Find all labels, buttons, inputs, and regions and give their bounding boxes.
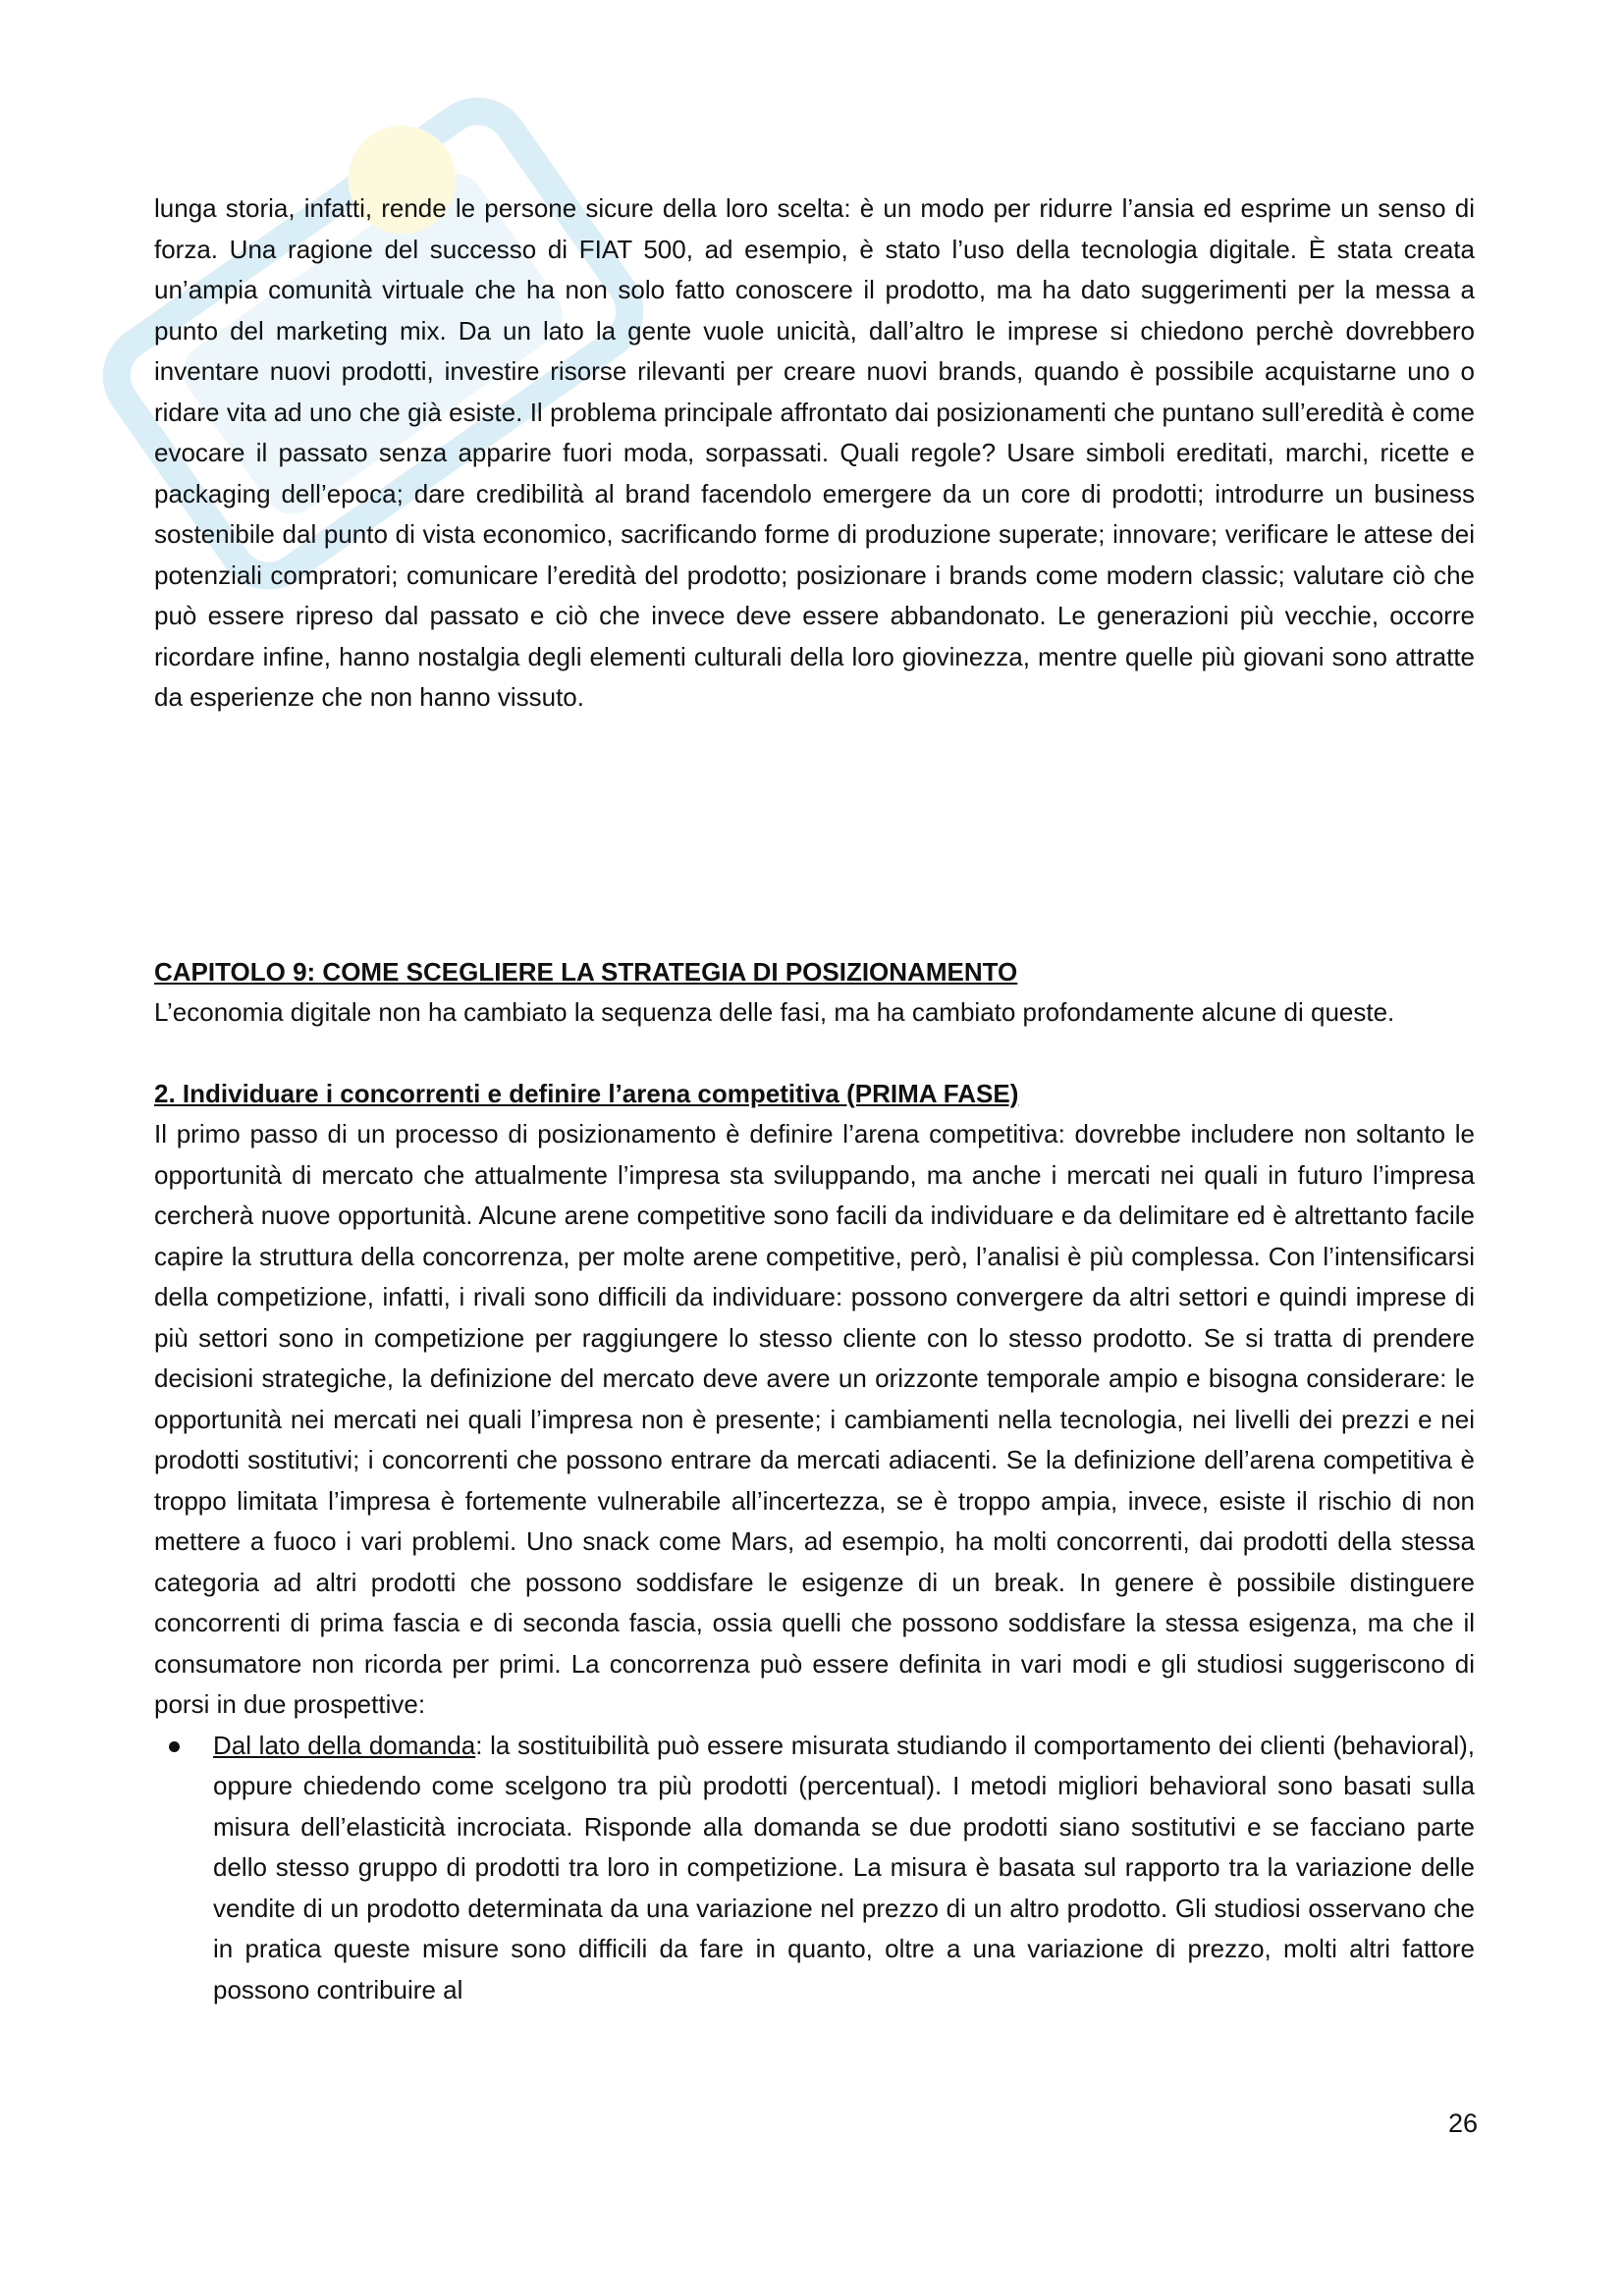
section-paragraph: Il primo passo di un processo di posizionamento è definire l’arena competitiva: dovrebbe includere non soltanto le opportunità di mercato che attualmente l’impresa sta sviluppando, ma anche i mercati nei quali in futuro l’impresa cercherà nuove opportunità. Alcune arene competitive sono facili da individuare e da delimitare ed è altrettanto facile capire la struttura della concorrenza, per molte arene competitive, però, l’analisi è più complessa. Con l’intensificarsi della competizione, infatti, i rivali sono difficili da individuare: possono convergere da altri settori e quindi imprese di più settori sono in competizione per raggiungere lo stesso cliente con lo stesso prodotto. Se si tratta di prendere decisioni strategiche, la definizione del mercato deve avere un orizzonte temporale ampio e bisogna considerare: le opportunità nei mercati nei quali l’impresa non è presente; i cambiamenti nella tecnologia, nei livelli dei prezzi e nei prodotti sostitutivi; i concorrenti che possono entrare da mercati adiacenti. Se la definizione dell’arena competitiva è troppo limitata l’impresa è fortemente vulnerabile all’incertezza, se è troppo ampia, invece, esiste il rischio di non mettere a fuoco i vari problemi. Uno snack come Mars, ad esempio, ha molti concorrenti, dai prodotti della stessa categoria ad altri prodotti che possono soddisfare le esigenze di un break. In genere è possibile distinguere concorrenti di prima fascia e di seconda fascia, ossia quelli che possono soddisfare la stessa esigenza, ma che il consumatore non ricorda per primi. La concorrenza può essere definita in vari modi e gli studiosi suggeriscono di porsi in due prospettive: — [154, 1119, 1475, 1719]
page-content — [154, 188, 1475, 2010]
intro-paragraph: lunga storia, infatti, rende le persone sicure della loro scelta: è un modo per ridurre l’ansia ed esprime un senso di forza. Una ragione del successo di FIAT 500, ad esempio, è stato l’uso della tecnologia digitale. È stata creata un’ampia comunità virtuale che ha non solo fatto conoscere il prodotto, ma ha dato suggerimenti per la messa a punto del marketing mix. Da un lato la gente vuole unicità, dall’altro le imprese si chiedono perchè dovrebbero inventare nuovi prodotti, investire risorse rilevanti per creare nuovi brands, quando è possibile acquistarne uno o ridare vita ad uno che già esiste. Il problema principale affrontato dai posizionamenti che puntano sull’eredità è come evocare il passato senza apparire fuori moda, sorpassati. Quali regole? Usare simboli ereditati, marchi, ricette e packaging dell’epoca; dare credibilità al brand facendolo emergere da un core di prodotti; introdurre un business sostenibile dal punto di vista economico, sacrificando forme di produzione superate; innovare; verificare le attese dei potenziali compratori; comunicare l’eredità del prodotto; posizionare i brands come modern classic; valutare ciò che può essere ripreso dal passato e ciò che invece deve essere abbandonato. Le generazioni più vecchie, occorre ricordare infine, hanno nostalgia degli elementi culturali della loro giovinezza, mentre quelle più giovani sono attratte da esperienze che non hanno vissuto. — [154, 193, 1475, 712]
page-number: 26 — [1448, 2109, 1479, 2138]
bullet-text: : la sostituibilità può essere misurata studiando il comportamento dei clienti (behavioral), oppure chiedendo come scelgono tra più prodotti (percentual). I metodi migliori behavioral sono basati sulla misura dell’elasticità incrociata. Risponde alla domanda se due prodotti siano sostitutivi e se facciano parte dello stesso gruppo di prodotti tra loro in competizione. La misura è basata sul rapporto tra la variazione delle vendite di un prodotto determinata da una variazione nel prezzo di un altro prodotto. Gli studiosi osservano che in pratica queste misure sono difficili da fare in quanto, oltre a una variazione di prezzo, molti altri fattore possono contribuire al — [213, 1730, 1475, 2004]
bullet-icon — [169, 1741, 180, 1752]
section-title: 2. Individuare i concorrenti e definire l’arena competitiva (PRIMA FASE) — [154, 1078, 1019, 1108]
bullet-label: Dal lato della domanda — [213, 1730, 476, 1760]
chapter-title: CAPITOLO 9: COME SCEGLIERE LA STRATEGIA DI POSIZIONAMENTO — [154, 956, 1018, 987]
spacer — [154, 719, 1475, 952]
bullet-list — [154, 1726, 1475, 2011]
list-item — [213, 1726, 1475, 2011]
chapter-intro: L’economia digitale non ha cambiato la sequenza delle fasi, ma ha cambiato profondamente alcune di queste. — [154, 997, 1395, 1027]
spacer — [154, 1034, 1475, 1074]
